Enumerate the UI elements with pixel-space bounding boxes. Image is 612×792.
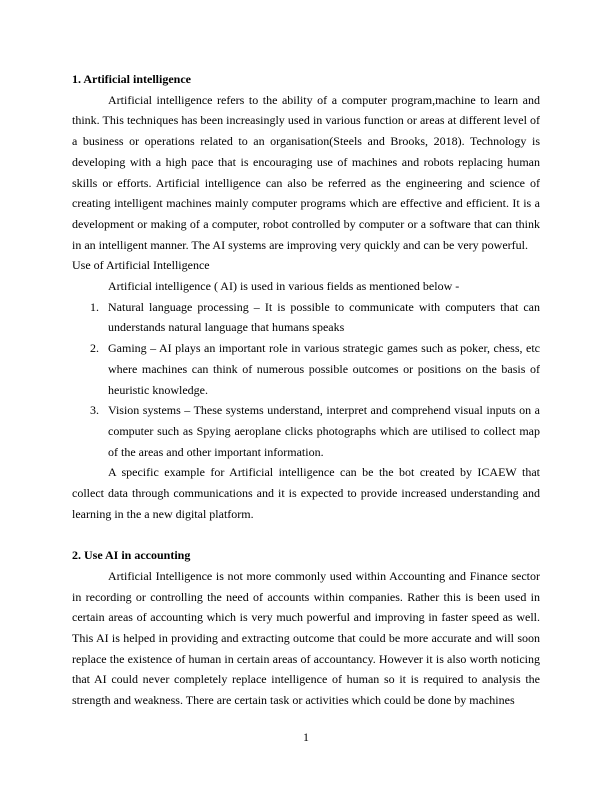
list-item <box>72 338 540 400</box>
list-item-text: Gaming – AI plays an important role in various strategic games such as poker, chess, etc where machines can think of numerous possible outcomes or positions on the basis of heuristic knowledge. <box>108 341 540 397</box>
use-of-ai-intro: Artificial intelligence ( AI) is used in various fields as mentioned below - <box>108 279 460 294</box>
list-item-text: Vision systems – These systems understand, interpret and comprehend visual inputs on a computer such as Spying aeroplane clicks photographs which are utilised to collect map of the areas and other important information. <box>108 403 540 459</box>
list-number: 3. <box>90 403 99 418</box>
list-item <box>72 297 540 338</box>
section-spacer <box>72 524 540 545</box>
section-2-paragraph: Artificial Intelligence is not more commonly used within Accounting and Finance sector in recording or controlling the need of accounts within companies. Rather this is been used in certain areas of accounting which is very much powerful and improving in faster speed as well. This AI is helped in providing and extracting outcome that could be more accurate and will soon replace the existence of human in certain areas of accountancy. However it is also worth noticing that AI could never completely replace intelligence of human so it is required to analysis the strength and weakness. There are certain task or activities which could be done by machines <box>72 568 540 708</box>
list-number: 2. <box>90 341 99 356</box>
page-number: 1 <box>303 730 309 744</box>
ai-uses-list <box>72 297 540 463</box>
document-page <box>72 69 540 711</box>
ai-example-paragraph: A specific example for Artificial intelligence can be the bot created by ICAEW that collect data through communications and it is expected to provide increased understanding and learning in the a new digital platform. <box>72 465 540 521</box>
list-number: 1. <box>90 299 99 314</box>
section-1-paragraph: Artificial intelligence refers to the ability of a computer program,machine to learn and think. This techniques has been increasingly used in various function or areas at different level of a business or operations related to an organisation(Steels and Brooks, 2018). Technology is developing with a high pace that is encouraging use of machines and robots replacing human skills or efforts. Artificial intelligence can also be referred as the engineering and science of creating intelligent machines mainly computer programs which are effective and efficient. It is a development or making of a computer, robot controlled by computer or a software that can think in an intelligent manner. The AI systems are improving very quickly and can be very powerful. <box>72 92 540 252</box>
section-2-heading: 2. Use AI in accounting <box>72 548 191 563</box>
section-1-heading: 1. Artificial intelligence <box>72 72 191 86</box>
use-of-ai-subheading: Use of Artificial Intelligence <box>72 258 210 273</box>
list-item <box>72 400 540 462</box>
list-item-text: Natural language processing – It is possible to communicate with computers that can understands natural language that humans speaks <box>108 299 540 335</box>
